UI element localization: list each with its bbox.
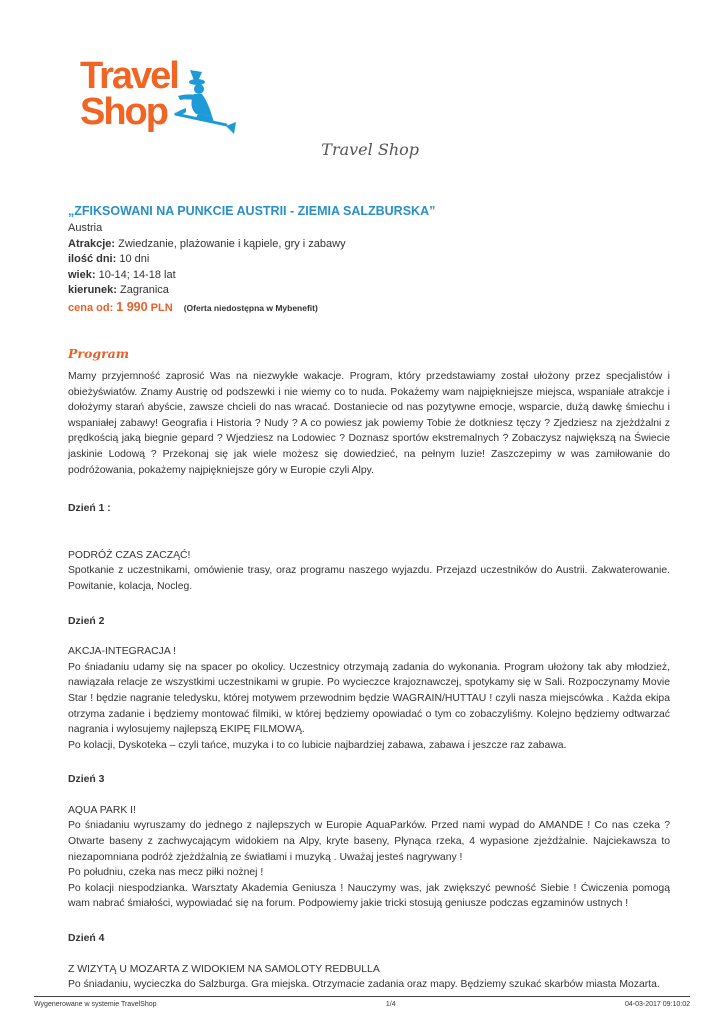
day-4-text: Po śniadaniu, wycieczka do Salzburga. Gra miejska. Otrzymacie zadania oraz mapy. Będziemy szukać skarbów miasta Mozarta. — [68, 979, 660, 991]
offer-attractions — [68, 237, 668, 253]
days-value: 10 dni — [119, 253, 150, 265]
offer-price — [68, 300, 668, 317]
day-2-title: AKCJA-INTEGRACJA ! — [68, 646, 176, 658]
price-amount: 1 990 — [116, 299, 148, 314]
program-intro: Mamy przyjemność zaprosić Was na niezwykłe wakacje. Program, który przedstawiamy został ułożony przez specjalistów i obieżyświatów. Znamy Austrię od podszewki i nie wiemy co to nuda. Pokażemy wam najpiękniejsze miejsca, wspaniałe atrakcje i dołożymy starań abyście, zawsze chcieli do nas wracać. Dostaniecie od nas pozytywne emocje, wsparcie, dużą dawkę śmiechu i wspaniałej zabawy! Geografia i Historia ? Nudy ? A co powiesz jak powiemy Tobie że dotkniesz tęczy ? Zjedziesz na zjeżdżalni z prędkością jaką biegnie gepard ? Wjedziesz na Lodowiec ? Doznasz sportów ekstremalnych ? Zobaczysz największą na Świecie jaskinie Lodową ? Przekonaj się jak wiele możesz się dowiedzieć, na pełnym luzie! Zaszczepimy w was zamiłowanie do podróżowania, pokażemy najpiękniejsze góry w Europie czyli Alpy. — [68, 371, 670, 476]
logo-word-shop: Shop — [80, 91, 167, 133]
day-1-text: Spotkanie z uczestnikami, omówienie trasy, oraz programu naszego wyjazdu. Przejazd uczestników do Austrii. Zakwaterowanie. Powitanie, kolacja, Nocleg. — [68, 565, 670, 592]
day-4-title: Z WIZYTĄ U MOZARTA Z WIDOKIEM NA SAMOLOTY REDBULLA — [68, 963, 380, 975]
day-1-title: PODRÓŻ CZAS ZACZĄĆ! — [68, 549, 191, 561]
day-3-text: Po śniadaniu wyruszamy do jednego z najlepszych w Europie AquaParków. Przed nami wypad do AMANDE ! Co nas czeka ? Otwarte baseny z zachwycającym widokiem na Alpy, kryte baseny, Płynąca rzeka, 4 wypasione zjeżdżalnie. Najciekawsza to niezapomniana podróż zjeżdżalnią ze światłami i muzyką . Uważaj jesteś nagrywany ! — [68, 820, 670, 863]
day-3-text-evening: Po kolacji niespodzianka. Warsztaty Akademia Geniusza ! Nauczymy was, jak zwiększyć pewność Siebie ! Ćwiczenia pomogą wam nabrać śmiałości, wypowiadać się na forum. Podpowiemy jakie tricki stosują geniusze podczas egzaminów ustnych ! — [68, 882, 670, 910]
price-note: (Oferta niedostępna w Mybenefit) — [183, 302, 318, 313]
offer-country: Austria — [68, 222, 103, 234]
day-1-heading: Dzień 1 : — [68, 503, 111, 515]
day-3-title: AQUA PARK I! — [68, 804, 136, 816]
attractions-label: Atrakcje: — [68, 237, 116, 250]
program-heading: Program — [68, 346, 129, 361]
day-2-text: Po śniadaniu udamy się na spacer po okolicy. Uczestnicy otrzymają zadania do wykonania. Program ułożony tak aby młodzież, nawiązała relacje ze wszystkimi uczestnikami w grupie. Po wycieczce krajoznawczej, spotykamy się w Sali. Rozpoczynamy Movie Star ! będzie nagranie teledysku, której motywem przewodnim będzie WAGRAIN/HUTTAU ! czyli nasza miejscówka . Każda ekipa otrzyma zadanie i będziemy montować filmiki, w której będziemy opowiadać o tym co zobaczyliśmy. Kolejno będziemy odtwarzać nagrania i wylosujemy najlepszą EKIPĘ FILMOWĄ. — [68, 661, 670, 736]
offer-details — [68, 204, 668, 316]
day-3-text-afternoon: Po południu, czeka nas mecz piłki nożnej ! — [68, 867, 264, 879]
page-footer — [34, 996, 690, 1008]
day-2-text-evening: Po kolacji, Dyskoteka – czyli tańce, muzyka i to co lubicie najbardziej zabawa, zabawa i jeszcze raz zabawa. — [68, 739, 567, 751]
age-label: wiek: — [68, 268, 96, 281]
price-label: cena od: — [68, 301, 114, 314]
witch-on-broom-icon — [174, 70, 236, 134]
age-value: 10-14; 14-18 lat — [98, 268, 176, 281]
brand-title: Travel Shop — [321, 140, 419, 159]
logo-word-travel: Travel — [80, 55, 178, 97]
days-label: ilość dni: — [68, 253, 117, 265]
footer-page-number: 1/4 — [385, 1001, 396, 1008]
day-4-heading: Dzień 4 — [68, 933, 105, 945]
attractions-value: Zwiedzanie, plażowanie i kąpiele, gry i zabawy — [118, 237, 346, 250]
price-currency: PLN — [150, 301, 173, 314]
offer-age — [68, 268, 668, 284]
footer-generated-by: Wygenerowane w systemie TravelShop — [34, 1001, 157, 1008]
travelshop-logo — [78, 52, 238, 140]
day-2-heading: Dzień 2 — [68, 615, 105, 627]
footer-timestamp: 04-03-2017 09:10:02 — [624, 1001, 690, 1008]
offer-title: „ZFIKSOWANI NA PUNKCIE AUSTRII - ZIEMIA SALZBURSKA” — [68, 204, 436, 218]
direction-label: kierunek: — [68, 284, 117, 296]
offer-days — [68, 252, 668, 268]
day-3-heading: Dzień 3 — [68, 774, 105, 786]
program-content — [68, 369, 670, 993]
offer-direction — [68, 283, 668, 299]
direction-value: Zagranica — [119, 284, 169, 296]
